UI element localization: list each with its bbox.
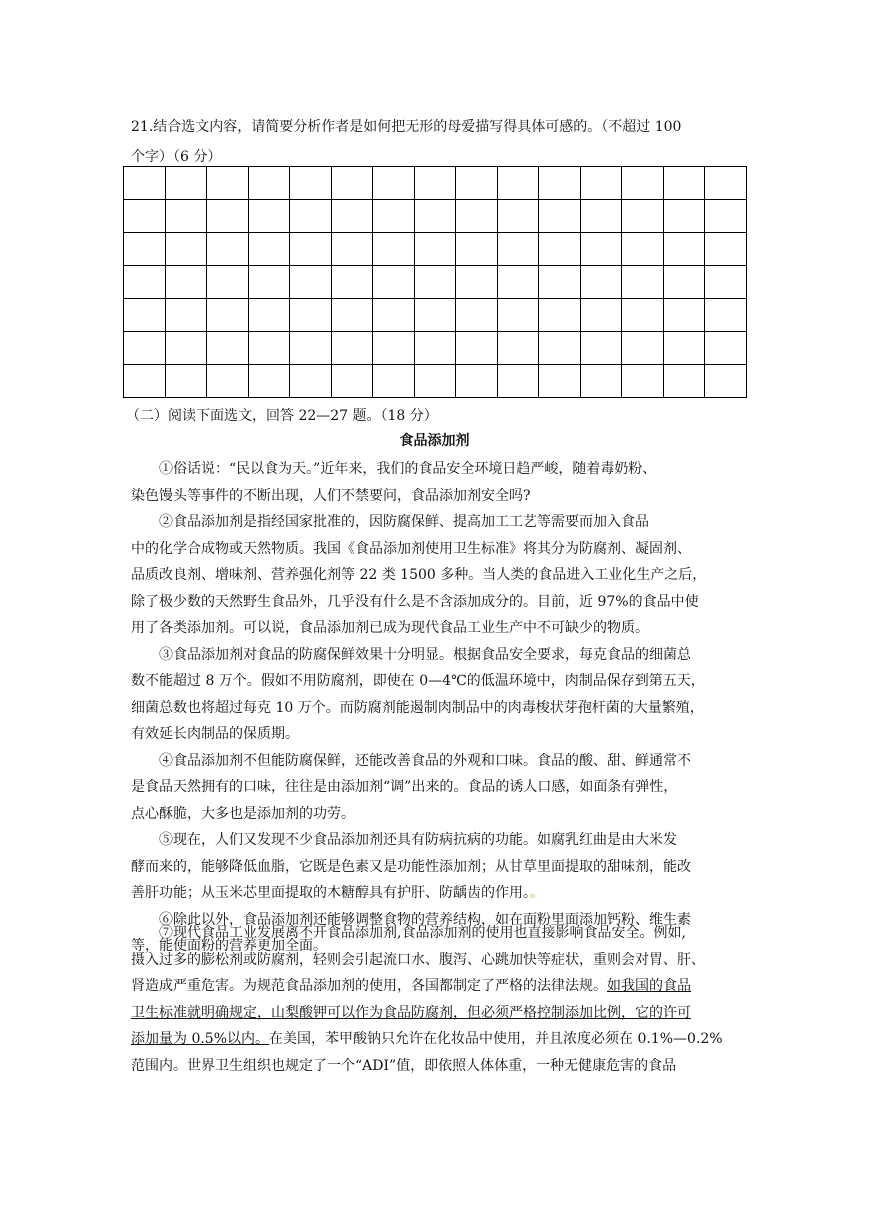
grid-cell[interactable] <box>290 299 332 332</box>
grid-cell[interactable] <box>705 266 747 299</box>
grid-cell[interactable] <box>331 299 373 332</box>
p7-line: 摄入过多的膨松剂或防腐剂，轻则会引起流口水、腹泻、心跳加快等症状，重则会对胃、肝、 <box>131 951 705 968</box>
grid-cell[interactable] <box>290 365 332 398</box>
paragraph-5-line: ⑤现在，人们又发现不少食品添加剂还具有防病抗病的功能。如腐乳红曲是由大米发 <box>159 832 677 848</box>
paragraph-5-line: 善肝功能；从玉米芯里面提取的木糖醇具有护肝、防龋齿的作用。。 <box>131 885 544 901</box>
grid-cell[interactable] <box>248 299 290 332</box>
paragraph-2-line: 品质改良剂、增味剂、营养强化剂等 22 类 1500 多种。当人类的食品进入工业化生产之后， <box>131 567 707 583</box>
grid-cell[interactable] <box>622 266 664 299</box>
underlined-text: 如我国的食品 <box>607 978 691 994</box>
grid-cell[interactable] <box>539 266 581 299</box>
grid-cell[interactable] <box>539 233 581 266</box>
grid-cell[interactable] <box>580 266 622 299</box>
grid-cell[interactable] <box>373 332 415 365</box>
grid-cell[interactable] <box>165 200 207 233</box>
grid-cell[interactable] <box>456 332 498 365</box>
grid-cell[interactable] <box>456 299 498 332</box>
paragraph-2-line: 用了各类添加剂。可以说，食品添加剂已成为现代食品工业生产中不可缺少的物质。 <box>131 620 649 636</box>
paragraph-3-line: ③食品添加剂对食品的防腐保鲜效果十分明显。根据食品安全要求，每克食品的细菌总 <box>159 646 691 663</box>
grid-cell[interactable] <box>456 233 498 266</box>
grid-cell[interactable] <box>414 299 456 332</box>
grid-cell[interactable] <box>456 200 498 233</box>
grid-cell[interactable] <box>705 365 747 398</box>
grid-row <box>124 365 747 398</box>
grid-cell[interactable] <box>373 233 415 266</box>
grid-cell[interactable] <box>414 332 456 365</box>
grid-cell[interactable] <box>373 299 415 332</box>
grid-cell[interactable] <box>207 200 249 233</box>
paragraph-3-line: 数不能超过 8 万个。假如不用防腐剂，即使在 0—4℃的低温环境中，肉制品保存到第五天， <box>131 673 705 689</box>
grid-cell[interactable] <box>248 200 290 233</box>
grid-cell[interactable] <box>580 233 622 266</box>
grid-cell[interactable] <box>373 200 415 233</box>
paragraph-1-line: 染色馒头等事件的不断出现，人们不禁要问，食品添加剂安全吗? <box>131 487 531 504</box>
grid-cell[interactable] <box>290 200 332 233</box>
grid-cell[interactable] <box>580 200 622 233</box>
grid-cell[interactable] <box>124 167 166 200</box>
highlight-mark: 。 <box>530 885 544 901</box>
grid-cell[interactable] <box>414 365 456 398</box>
p7-line <box>131 1026 741 1053</box>
paragraph-7 <box>131 920 741 1079</box>
grid-cell[interactable] <box>207 299 249 332</box>
grid-cell[interactable] <box>580 332 622 365</box>
grid-row <box>124 332 747 365</box>
grid-cell[interactable] <box>705 200 747 233</box>
grid-cell[interactable] <box>124 266 166 299</box>
grid-cell[interactable] <box>373 167 415 200</box>
grid-cell[interactable] <box>124 233 166 266</box>
grid-cell[interactable] <box>622 167 664 200</box>
grid-cell[interactable] <box>165 233 207 266</box>
grid-cell[interactable] <box>663 332 705 365</box>
grid-cell[interactable] <box>248 266 290 299</box>
grid-cell[interactable] <box>539 200 581 233</box>
grid-row <box>124 299 747 332</box>
answer-grid[interactable] <box>123 166 747 398</box>
grid-cell[interactable] <box>373 365 415 398</box>
grid-cell[interactable] <box>331 332 373 365</box>
grid-cell[interactable] <box>497 299 539 332</box>
grid-cell[interactable] <box>331 200 373 233</box>
grid-cell[interactable] <box>663 365 705 398</box>
grid-cell[interactable] <box>331 233 373 266</box>
grid-cell[interactable] <box>331 365 373 398</box>
article-body <box>131 456 741 960</box>
grid-cell[interactable] <box>165 167 207 200</box>
grid-cell[interactable] <box>539 365 581 398</box>
p7-line <box>131 1000 741 1027</box>
grid-cell[interactable] <box>331 167 373 200</box>
grid-cell[interactable] <box>497 167 539 200</box>
grid-cell[interactable] <box>456 266 498 299</box>
grid-cell[interactable] <box>207 365 249 398</box>
article-title: 食品添加剂 <box>399 433 470 449</box>
grid-cell[interactable] <box>663 167 705 200</box>
grid-row <box>124 266 747 299</box>
grid-cell[interactable] <box>456 167 498 200</box>
grid-cell[interactable] <box>539 332 581 365</box>
grid-cell[interactable] <box>414 167 456 200</box>
grid-cell[interactable] <box>290 266 332 299</box>
grid-cell[interactable] <box>580 365 622 398</box>
grid-cell[interactable] <box>580 167 622 200</box>
grid-cell[interactable] <box>497 266 539 299</box>
grid-cell[interactable] <box>456 365 498 398</box>
grid-cell[interactable] <box>207 233 249 266</box>
grid-cell[interactable] <box>705 167 747 200</box>
grid-cell[interactable] <box>663 299 705 332</box>
grid-cell[interactable] <box>580 299 622 332</box>
question-21-line1: 21.结合选文内容，请简要分析作者是如何把无形的母爱描写得具体可感的。（不超过 100 <box>131 119 682 135</box>
grid-cell[interactable] <box>497 332 539 365</box>
paragraph-3-line: 有效延长肉制品的保质期。 <box>131 726 299 742</box>
grid-cell[interactable] <box>705 299 747 332</box>
grid-row <box>124 200 747 233</box>
paragraph-3-line: 细菌总数也将超过每克 10 万个。而防腐剂能遏制肉制品中的肉毒梭状芽孢杆菌的大量繁殖， <box>131 699 704 716</box>
grid-cell[interactable] <box>497 200 539 233</box>
section-heading: （二）阅读下面选文，回答 22—27 题。（18 分） <box>126 408 438 424</box>
grid-cell[interactable] <box>165 332 207 365</box>
underlined-text: 卫生标准就明确规定，山梨酸钾可以作为食品防腐剂，但必须严格控制添加比例，它的许可 <box>131 1004 691 1021</box>
grid-cell[interactable] <box>414 233 456 266</box>
grid-cell[interactable] <box>124 200 166 233</box>
grid-row <box>124 167 747 200</box>
grid-cell[interactable] <box>124 299 166 332</box>
grid-cell[interactable] <box>705 332 747 365</box>
grid-cell[interactable] <box>414 200 456 233</box>
paragraph-6-line: 等，能使面粉的营养更加全面。 <box>131 938 327 954</box>
paragraph-4-line: ④食品添加剂不但能防腐保鲜，还能改善食品的外观和口味。食品的酸、甜、鲜通常不 <box>159 752 691 769</box>
grid-cell[interactable] <box>539 299 581 332</box>
grid-cell[interactable] <box>622 299 664 332</box>
grid-cell[interactable] <box>705 233 747 266</box>
grid-cell[interactable] <box>165 299 207 332</box>
paragraph-2-line: 除了极少数的天然野生食品外，几乎没有什么是不含添加成分的。目前，近 97%的食品中使 <box>131 593 699 610</box>
paragraph-4-line: 是食品天然拥有的口味，往往是由添加剂“调”出来的。食品的诱人口感，如面条有弹性， <box>131 779 678 795</box>
grid-cell[interactable] <box>622 332 664 365</box>
underlined-text: 添加量为 0.5%以内。 <box>131 1031 270 1047</box>
grid-cell[interactable] <box>373 266 415 299</box>
paragraph-2-line: 中的化学合成物或天然物质。我国《食品添加剂使用卫生标准》将其分为防腐剂、凝固剂、 <box>131 540 691 557</box>
grid-cell[interactable] <box>663 200 705 233</box>
grid-cell[interactable] <box>622 365 664 398</box>
paragraph-2-line: ②食品添加剂是指经国家批准的，因防腐保鲜、提高加工工艺等需要而加入食品 <box>159 514 649 530</box>
p7-line: ⑦现代食品工业发展离不开食品添加剂,食品添加剂的使用也直接影响食品安全。例如, <box>159 925 686 941</box>
p7-text: 在美国，苯甲酸钠只允许在化妆品中使用，并且浓度必须在 0.1%—0.2% <box>269 1031 723 1047</box>
grid-cell[interactable] <box>207 167 249 200</box>
grid-cell[interactable] <box>124 365 166 398</box>
grid-cell[interactable] <box>539 167 581 200</box>
paragraph-4-line: 点心酥脆，大多也是添加剂的功劳。 <box>131 805 355 822</box>
grid-cell[interactable] <box>622 200 664 233</box>
paragraph-6-line: ⑥除此以外，食品添加剂还能够调整食物的营养结构，如在面粉里面添加钙粉、维生素 <box>159 911 691 928</box>
grid-cell[interactable] <box>165 365 207 398</box>
grid-cell[interactable] <box>248 365 290 398</box>
grid-cell[interactable] <box>207 332 249 365</box>
grid-cell[interactable] <box>207 266 249 299</box>
grid-cell[interactable] <box>290 167 332 200</box>
grid-cell[interactable] <box>248 332 290 365</box>
grid-cell[interactable] <box>290 332 332 365</box>
p7-text: 肾造成严重危害。为规范食品添加剂的使用，各国都制定了严格的法律法规。 <box>131 978 607 994</box>
grid-cell[interactable] <box>124 332 166 365</box>
grid-cell[interactable] <box>497 233 539 266</box>
grid-cell[interactable] <box>165 266 207 299</box>
paragraph-1-line: ①俗话说：“民以食为天。”近年来，我们的食品安全环境日趋严峻，随着毒奶粉、 <box>159 461 657 477</box>
grid-cell[interactable] <box>497 365 539 398</box>
grid-cell[interactable] <box>414 266 456 299</box>
grid-cell[interactable] <box>663 233 705 266</box>
grid-cell[interactable] <box>290 233 332 266</box>
grid-cell[interactable] <box>248 233 290 266</box>
grid-cell[interactable] <box>331 266 373 299</box>
grid-row <box>124 233 747 266</box>
p7-line <box>131 973 741 1000</box>
paragraph-5-line: 酵而来的，能够降低血脂，它既是色素又是功能性添加剂；从甘草里面提取的甜味剂，能改 <box>131 858 691 875</box>
p7-line: 范围内。世界卫生组织也规定了一个“ADI”值，即依照人体体重，一种无健康危害的食品 <box>131 1057 677 1074</box>
grid-cell[interactable] <box>622 233 664 266</box>
question-21-line2: 个字）（6 分） <box>131 149 222 165</box>
grid-cell[interactable] <box>248 167 290 200</box>
grid-cell[interactable] <box>663 266 705 299</box>
